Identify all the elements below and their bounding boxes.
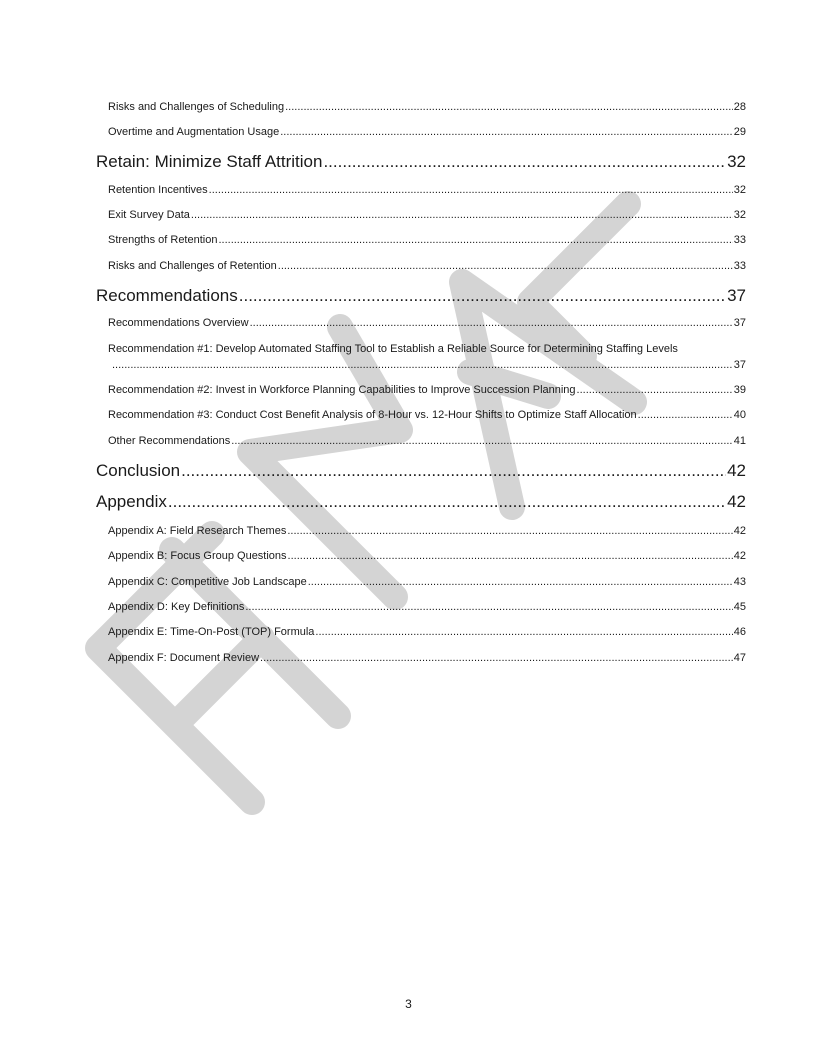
toc-entry-title: Appendix D: Key Definitions (108, 601, 245, 613)
toc-entry[interactable] (108, 550, 746, 562)
toc-entry-page: 42 (727, 492, 746, 511)
toc-entry[interactable] (108, 101, 746, 113)
toc-entry-title: Recommendations (96, 286, 238, 305)
toc-entry-page: 32 (733, 184, 746, 196)
toc-entry-title: Appendix F: Document Review (108, 652, 260, 664)
toc-entry[interactable] (108, 260, 746, 272)
dot-leader (323, 152, 726, 172)
page-number: 3 (405, 997, 412, 1011)
toc-entry-page: 28 (733, 101, 746, 113)
toc-entry-title: Appendix E: Time-On-Post (TOP) Formula (108, 626, 315, 638)
dot-leader (168, 492, 726, 512)
toc-entry[interactable] (108, 435, 746, 447)
dot-leader (112, 359, 733, 371)
toc-entry[interactable] (108, 652, 746, 664)
toc-entry-title: Other Recommendations (108, 435, 231, 447)
toc-entry[interactable] (108, 317, 746, 329)
dot-leader (288, 550, 733, 562)
toc-entry-page: 46 (733, 626, 746, 638)
toc-entry-title: Recommendation #2: Invest in Workforce Planning Capabilities to Improve Succession Planning (108, 384, 576, 396)
toc-heading-entry[interactable] (96, 492, 746, 512)
toc-entry-page: 37 (733, 359, 746, 371)
dot-leader (577, 384, 733, 396)
watermark-letter-l (530, 204, 628, 356)
toc-entry-page: 29 (733, 126, 746, 138)
toc-entry-title: Conclusion (96, 461, 181, 480)
toc-entry-page: 41 (733, 435, 746, 447)
toc-entry[interactable] (108, 384, 746, 396)
toc-entry-title: Risks and Challenges of Scheduling (108, 101, 285, 113)
toc-entry-page: 40 (733, 409, 746, 421)
toc-entry-wrapped-leader[interactable] (112, 359, 746, 371)
toc-entry-page: 33 (733, 234, 746, 246)
toc-entry-title: Overtime and Augmentation Usage (108, 126, 280, 138)
toc-heading-entry[interactable] (96, 286, 746, 306)
toc-heading-entry[interactable] (96, 152, 746, 172)
dot-leader (218, 234, 732, 246)
dot-leader (280, 126, 733, 138)
toc-entry-title: Appendix B: Focus Group Questions (108, 550, 287, 562)
toc-entry-title: Retention Incentives (108, 184, 208, 196)
toc-entry-title: Appendix (96, 492, 167, 511)
toc-entry-page: 42 (733, 550, 746, 562)
dot-leader (231, 435, 732, 447)
toc-entry-page: 47 (733, 652, 746, 664)
toc-entry-page: 33 (733, 260, 746, 272)
dot-leader (308, 576, 733, 588)
toc-entry-page: 37 (727, 286, 746, 305)
dot-leader (181, 461, 726, 481)
toc-entry[interactable] (108, 184, 746, 196)
toc-entry[interactable] (108, 234, 746, 246)
dot-leader (209, 184, 733, 196)
toc-entry-title: Recommendation #3: Conduct Cost Benefit Analysis of 8-Hour vs. 12-Hour Shifts to Optimize Staff Allocation (108, 409, 637, 421)
dot-leader (239, 286, 726, 306)
watermark-letter-f (98, 534, 262, 802)
toc-entry-wrapped-title[interactable]: Recommendation #1: Develop Automated Staffing Tool to Establish a Reliable Source for Determining Staffing Levels (108, 343, 678, 355)
toc-entry[interactable] (108, 601, 746, 613)
toc-entry-page: 32 (727, 152, 746, 171)
dot-leader (191, 209, 733, 221)
toc-entry-title: Recommendations Overview (108, 317, 249, 329)
toc-entry[interactable] (108, 209, 746, 221)
toc-entry-page: 32 (733, 209, 746, 221)
toc-entry[interactable] (108, 576, 746, 588)
toc-entry-title: Retain: Minimize Staff Attrition (96, 152, 323, 171)
toc-entry-title: Appendix A: Field Research Themes (108, 525, 287, 537)
dot-leader (278, 260, 733, 272)
toc-entry[interactable] (108, 409, 746, 421)
toc-entry-page: 42 (733, 525, 746, 537)
toc-entry-title: Exit Survey Data (108, 209, 190, 221)
toc-entry-title: Strengths of Retention (108, 234, 218, 246)
toc-entry-title: Appendix C: Competitive Job Landscape (108, 576, 307, 588)
dot-leader (250, 317, 733, 329)
toc-entry[interactable] (108, 525, 746, 537)
dot-leader (285, 101, 733, 113)
toc-entry[interactable] (108, 126, 746, 138)
toc-entry-page: 45 (733, 601, 746, 613)
dot-leader (287, 525, 732, 537)
dot-leader (260, 652, 733, 664)
toc-entry-page: 42 (727, 461, 746, 480)
dot-leader (245, 601, 732, 613)
dot-leader (315, 626, 732, 638)
toc-entry-page: 37 (733, 317, 746, 329)
dot-leader (638, 409, 733, 421)
toc-entry[interactable] (108, 626, 746, 638)
toc-entry-page: 39 (733, 384, 746, 396)
toc-entry-title: Risks and Challenges of Retention (108, 260, 277, 272)
toc-heading-entry[interactable] (96, 461, 746, 481)
toc-entry-page: 43 (733, 576, 746, 588)
